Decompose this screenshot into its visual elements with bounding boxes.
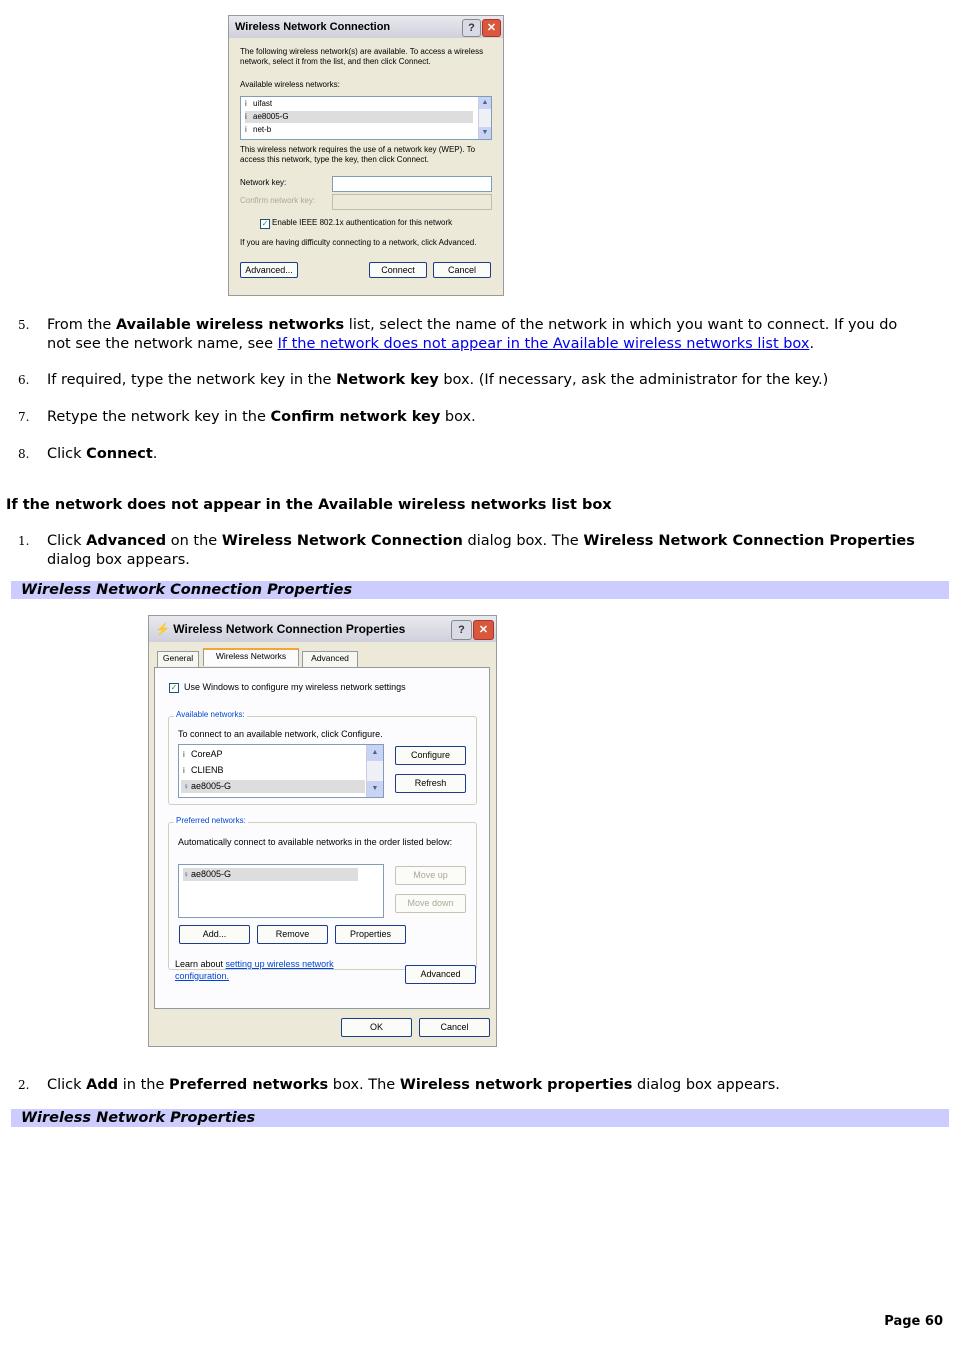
antenna-icon: i [245, 125, 247, 134]
connect-button[interactable]: Connect [369, 262, 427, 278]
ok-button[interactable]: OK [341, 1018, 412, 1037]
step-number: 2. [18, 1078, 30, 1092]
properties-button[interactable]: Properties [335, 925, 406, 944]
step-text: Click Advanced on the Wireless Network Connection dialog box. The Wireless Network Connection Properties dialog box appears. [47, 533, 915, 568]
page-number: Page 60 [884, 1314, 943, 1329]
section-heading: If the network does not appear in the Available wireless networks list box [6, 497, 612, 513]
list-scrollbar[interactable] [478, 97, 491, 139]
available-networks-list[interactable] [178, 744, 384, 798]
learn-about-text: Learn about setting up wireless network configuration. [175, 959, 334, 981]
preferred-hint: Automatically connect to available networks in the order listed below: [178, 837, 453, 847]
antenna-icon: i [245, 99, 247, 108]
preferred-network-icon: ♀ [183, 870, 189, 879]
refresh-button[interactable]: Refresh [395, 774, 466, 793]
setup-help-link[interactable]: setting up wireless network configuration. [175, 959, 334, 981]
ieee-8021x-checkbox[interactable]: ✓ [261, 219, 269, 228]
step-number: 7. [18, 410, 30, 424]
tab-advanced[interactable]: Advanced [302, 651, 358, 667]
move-up-button[interactable]: Move up [395, 866, 466, 885]
connection-properties-dialog [148, 615, 497, 1047]
close-icon[interactable]: ✕ [473, 620, 494, 640]
dialog-title-bar [149, 616, 496, 642]
configure-button[interactable]: Configure [395, 746, 466, 765]
scroll-down-arrow-icon[interactable]: ▼ [479, 127, 491, 139]
figure-caption: Wireless Network Connection Properties [11, 581, 949, 599]
step-number: 1. [18, 534, 30, 548]
list-item[interactable]: i net-b [245, 125, 272, 134]
use-windows-checkbox[interactable]: ✓ [170, 683, 178, 692]
step-text: Retype the network key in the Confirm network key box. [47, 409, 476, 425]
list-item[interactable]: i uifast [245, 99, 273, 108]
tab-general[interactable]: General [157, 651, 199, 667]
list-item[interactable]: ♀ ae8005-G [183, 868, 358, 881]
antenna-icon: i [183, 750, 185, 759]
step-number: 5. [18, 318, 30, 332]
step-number: 8. [18, 447, 30, 461]
advanced-button[interactable]: Advanced [405, 965, 476, 984]
available-networks-label: Available wireless networks: [240, 80, 340, 89]
confirm-key-input[interactable] [332, 194, 492, 210]
preferred-network-icon: ♀ [183, 782, 189, 791]
move-down-button[interactable]: Move down [395, 894, 466, 913]
dialog-title: Wireless Network Connection [235, 21, 391, 33]
list-item[interactable]: i CLIENB [183, 765, 224, 775]
scroll-up-arrow-icon[interactable]: ▲ [367, 745, 383, 761]
preferred-networks-group-label: Preferred networks: [176, 816, 246, 825]
list-item[interactable]: ♀ ae8005-G [181, 780, 365, 793]
network-connection-icon: ⚡ [155, 622, 170, 636]
available-networks-group-label: Available networks: [176, 710, 245, 719]
wireless-network-connection-dialog [228, 15, 504, 296]
section-link[interactable]: If the network does not appear in the Available wireless networks list box [277, 336, 810, 352]
wep-note: This wireless network requires the use of a network key (WEP). To access this network, type the key, then click Connect. [240, 145, 476, 164]
available-hint: To connect to an available network, click Configure. [178, 729, 383, 739]
step-text: Click Connect. [47, 446, 158, 462]
use-windows-label: Use Windows to configure my wireless network settings [184, 682, 406, 692]
network-key-input[interactable] [332, 176, 492, 192]
list-item[interactable]: i ae8005-G [245, 111, 473, 123]
antenna-icon: i [183, 766, 185, 775]
list-scrollbar[interactable] [366, 745, 383, 797]
step-text: Click Add in the Preferred networks box. The Wireless network properties dialog box appears. [47, 1077, 780, 1093]
cancel-button[interactable]: Cancel [433, 262, 491, 278]
trouble-note: If you are having difficulty connecting to a network, click Advanced. [240, 238, 477, 247]
figure-caption: Wireless Network Properties [11, 1109, 949, 1127]
scroll-up-arrow-icon[interactable]: ▲ [479, 97, 491, 109]
tab-wireless-networks[interactable]: Wireless Networks [203, 648, 299, 666]
step-text: From the Available wireless networks list, select the name of the network in which you want to connect. If you do not see the network name, see If the network does not appear in the Available wireless networks list box. [47, 317, 898, 352]
antenna-icon: i [245, 112, 247, 121]
cancel-button[interactable]: Cancel [419, 1018, 490, 1037]
list-item[interactable]: i CoreAP [183, 749, 223, 759]
step-number: 6. [18, 373, 30, 387]
help-icon[interactable]: ? [451, 620, 472, 640]
dialog-title: Wireless Network Connection Properties [173, 622, 406, 636]
network-key-label: Network key: [240, 178, 287, 187]
preferred-networks-list[interactable] [178, 864, 384, 918]
scroll-down-arrow-icon[interactable]: ▼ [367, 781, 383, 797]
remove-button[interactable]: Remove [257, 925, 328, 944]
close-icon[interactable]: ✕ [482, 19, 501, 37]
step-text: If required, type the network key in the Network key box. (If necessary, ask the administrator for the key.) [47, 372, 829, 388]
add-button[interactable]: Add... [179, 925, 250, 944]
confirm-key-label: Confirm network key: [240, 196, 316, 205]
help-icon[interactable]: ? [462, 19, 481, 37]
dialog-intro-text: The following wireless network(s) are available. To access a wireless network, select it from the list, and then click Connect. [240, 47, 484, 66]
available-networks-list[interactable] [240, 96, 492, 140]
ieee-8021x-label: Enable IEEE 802.1x authentication for this network [272, 218, 453, 227]
tab-panel [154, 667, 490, 1009]
advanced-button[interactable]: Advanced... [240, 262, 298, 278]
